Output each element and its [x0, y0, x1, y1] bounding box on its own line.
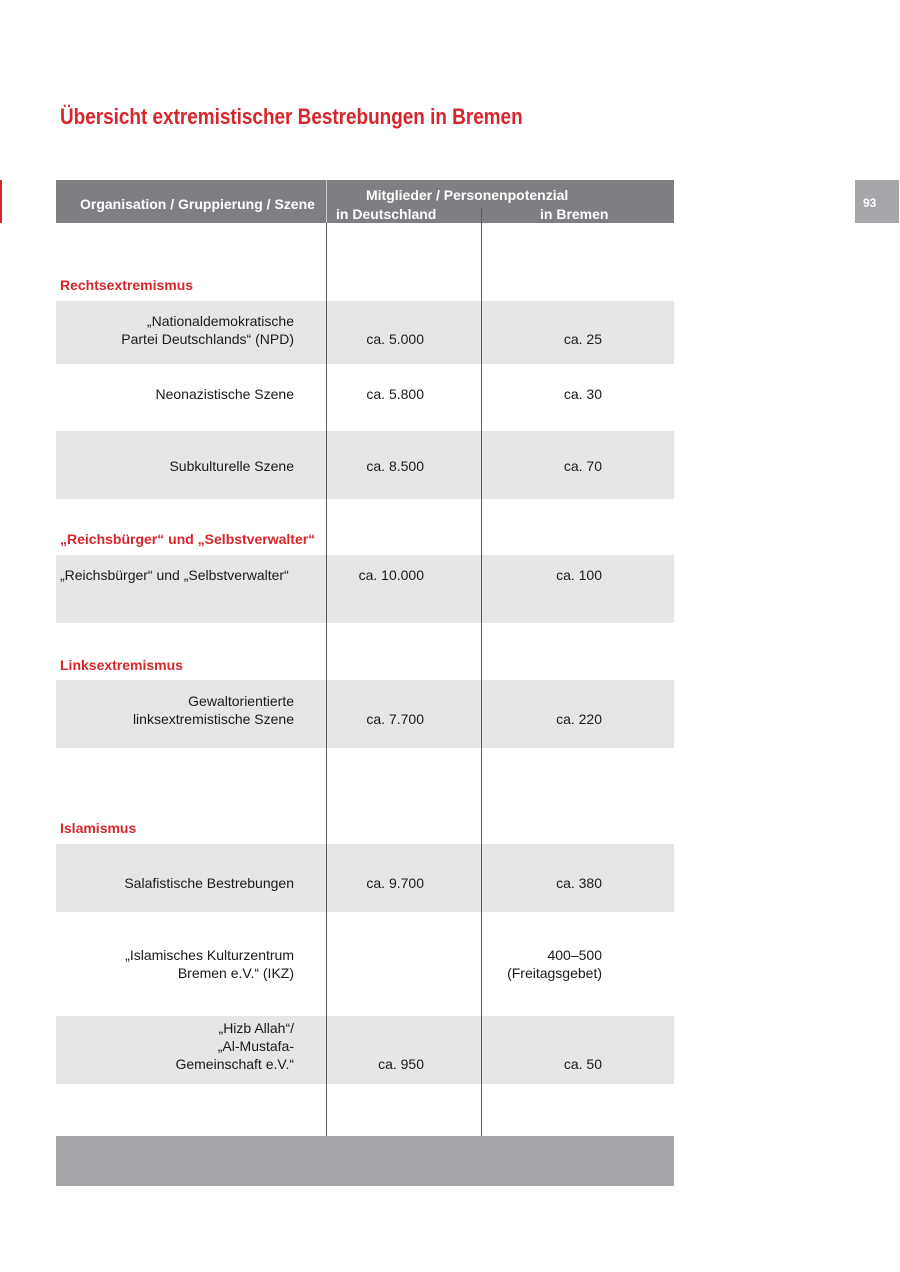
- row-hizb-organisation: „Hizb Allah“/ „Al-Mustafa- Gemeinschaft e.V.“: [175, 1020, 294, 1072]
- row-reichs-organisation: „Reichsbürger“ und „Selbstverwalter“: [60, 567, 289, 583]
- edge-marker: [0, 180, 2, 223]
- row-npd-bremen: ca. 25: [563, 331, 602, 347]
- header-organisation: Organisation / Gruppierung / Szene: [80, 196, 315, 212]
- header-divider: [326, 180, 327, 223]
- row-npd-organisation: „Nationaldemokratische Partei Deutschlands“ (NPD): [121, 313, 294, 347]
- row-links-organisation: Gewaltorientierte linksextremistische Szene: [132, 693, 294, 727]
- row-npd-deutschland: ca. 5.000: [366, 331, 424, 347]
- row-hizb-bremen: ca. 50: [563, 1056, 602, 1072]
- page-number: 93: [855, 180, 899, 223]
- row-salafi-organisation: Salafistische Bestrebungen: [124, 875, 294, 891]
- column-divider-2: [481, 208, 482, 1136]
- row-reichs-bremen: ca. 100: [556, 567, 602, 583]
- header-mitglieder: Mitglieder / Personenpotenzial: [366, 187, 569, 203]
- section-rechtsextremismus: Rechtsextremismus: [60, 277, 194, 293]
- header-bremen: in Bremen: [540, 206, 609, 222]
- section-linksextremismus: Linksextremismus: [60, 657, 183, 673]
- header-deutschland: in Deutschland: [336, 206, 437, 222]
- row-neonazi-deutschland: ca. 5.800: [366, 386, 424, 402]
- row-ikz-organisation: „Islamisches Kulturzentrum Bremen e.V.“ (IKZ): [125, 947, 294, 981]
- row-hizb-deutschland: ca. 950: [378, 1056, 424, 1072]
- row-subkultur-bremen: ca. 70: [563, 458, 602, 474]
- row-salafi-deutschland: ca. 9.700: [366, 875, 424, 891]
- row-salafi-bremen: ca. 380: [556, 875, 602, 891]
- row-neonazi-organisation: Neonazistische Szene: [155, 386, 294, 402]
- row-subkultur-deutschland: ca. 8.500: [366, 458, 424, 474]
- section-reichsbuerger: „Reichsbürger“ und „Selbstverwalter“: [60, 531, 316, 547]
- row-reichs-deutschland: ca. 10.000: [358, 567, 424, 583]
- row-links-bremen: ca. 220: [556, 711, 602, 727]
- row-links-deutschland: ca. 7.700: [366, 711, 424, 727]
- row-ikz-bremen: 400–500 (Freitagsgebet): [507, 947, 602, 981]
- table-header: [56, 180, 674, 223]
- row-neonazi-bremen: ca. 30: [563, 386, 602, 402]
- row-subkultur-organisation: Subkulturelle Szene: [169, 458, 294, 474]
- table-footer: [56, 1136, 674, 1186]
- section-islamismus: Islamismus: [60, 820, 137, 836]
- column-divider-1: [326, 180, 327, 1136]
- page-title: Übersicht extremistischer Bestrebungen in Bremen: [60, 104, 523, 129]
